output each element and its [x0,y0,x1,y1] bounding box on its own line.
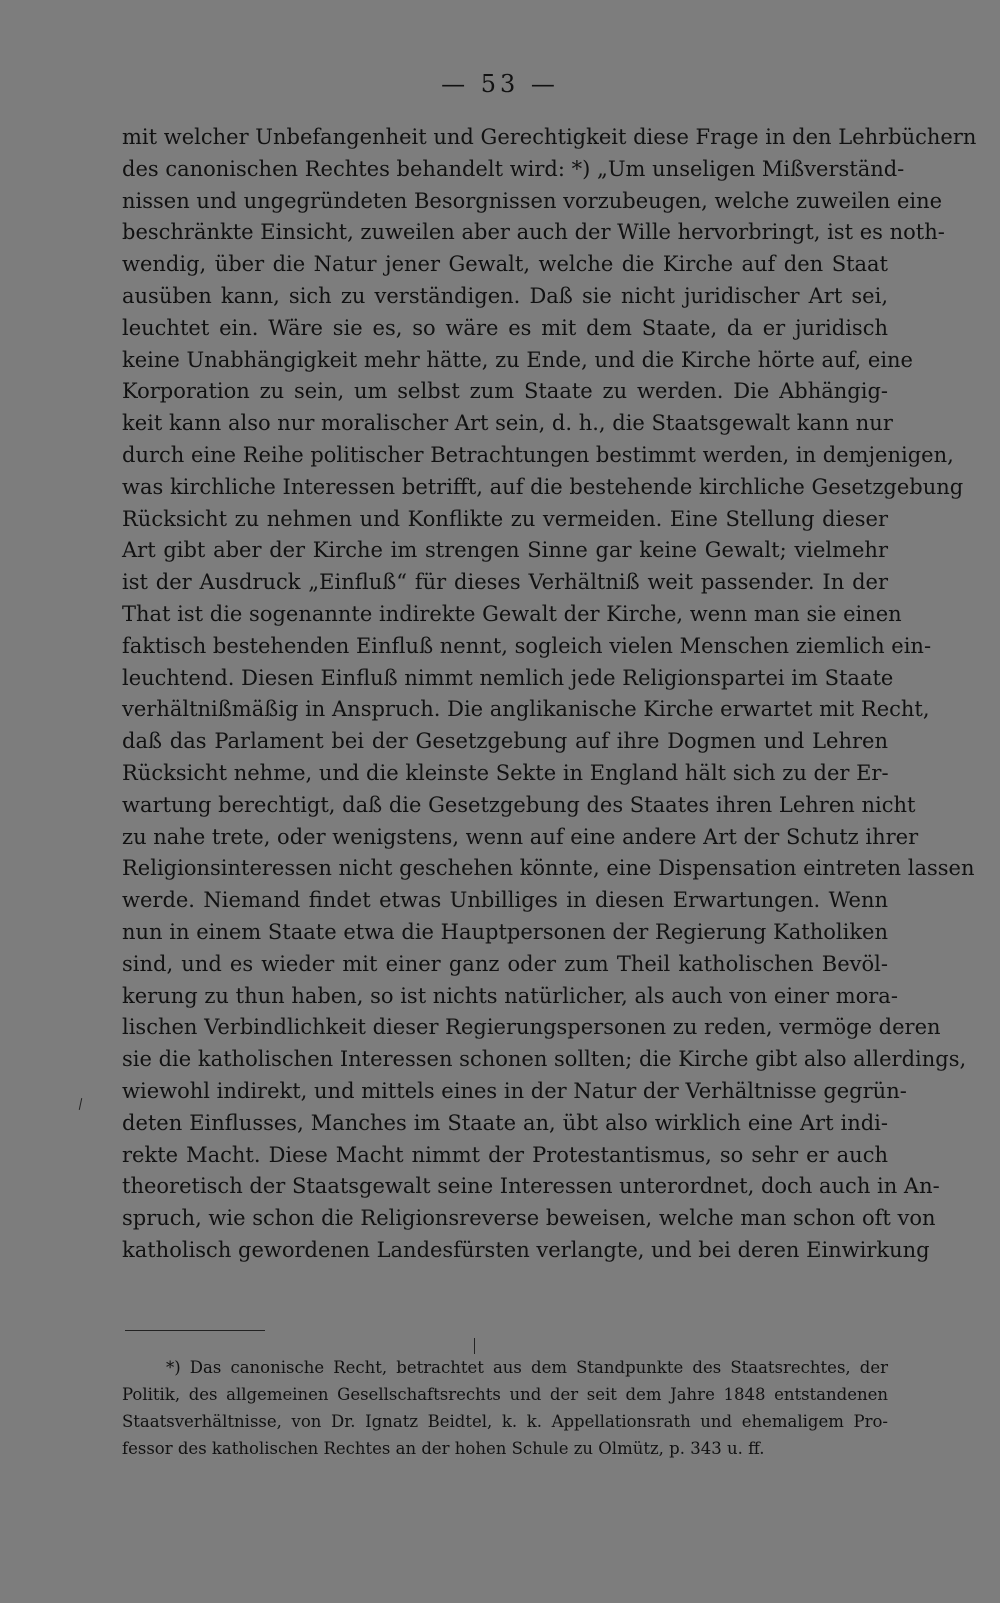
text-line: Korporation zu sein, um selbst zum Staate zu werden. Die Abhängig- [122,379,888,404]
text-line: kerung zu thun haben, so ist nichts natürlicher, als auch von einer mora- [122,983,898,1008]
text-line: daß das Parlament bei der Gesetzgebung auf ihre Dogmen und Lehren [122,729,888,754]
text-line: zu nahe trete, oder wenigstens, wenn auf eine andere Art der Schutz ihrer [122,824,919,849]
text-line: katholisch gewordenen Landesfürsten verlangte, und bei deren Einwirkung [122,1237,930,1262]
text-line: des canonischen Rechtes behandelt wird: *) „Um unseligen Mißverständ- [122,156,905,181]
text-line: verhältnißmäßig in Anspruch. Die anglikanische Kirche erwartet mit Recht, [122,697,930,722]
footnote-line: Staatsverhältnisse, von Dr. Ignatz Beidtel, k. k. Appellationsrath und ehemaligem Pro- [122,1412,888,1431]
footnote-line: fessor des katholischen Rechtes an der hohen Schule zu Olmütz, p. 343 u. ff. [122,1439,765,1458]
text-line: mit welcher Unbefangenheit und Gerechtigkeit diese Frage in den Lehrbüchern [122,125,977,149]
text-line: faktisch bestehenden Einfluß nennt, sogleich vielen Menschen ziemlich ein- [122,633,932,658]
text-line: wiewohl indirekt, und mittels eines in der Natur der Verhältnisse gegrün- [122,1078,907,1103]
text-line: Religionsinteressen nicht geschehen könnte, eine Dispensation eintreten lassen [122,856,975,881]
text-line: ausüben kann, sich zu verständigen. Daß sie nicht juridischer Art sei, [122,283,888,308]
text-line: was kirchliche Interessen betrifft, auf die bestehende kirchliche Gesetzgebung [122,474,964,499]
footnote-divider [125,1330,265,1332]
page-number: — 53 — [441,70,559,98]
text-line: beschränkte Einsicht, zuweilen aber auch der Wille hervorbringt, ist es noth- [122,220,945,245]
text-line: Art gibt aber der Kirche im strengen Sinne gar keine Gewalt; vielmehr [122,538,888,563]
body-text [122,122,977,1267]
text-line: theoretisch der Staatsgewalt seine Interessen unterordnet, doch auch in An- [122,1174,940,1199]
text-line: durch eine Reihe politischer Betrachtungen bestimmt werden, in demjenigen, [122,442,954,467]
text-line: wendig, über die Natur jener Gewalt, welche die Kirche auf den Staat [122,252,888,277]
text-line: deten Einflusses, Manches im Staate an, übt also wirklich eine Art indi- [122,1110,888,1135]
footnote-line: *) Das canonische Recht, betrachtet aus dem Standpunkte des Staatsrechtes, der [166,1358,888,1377]
text-line: ist der Ausdruck „Einfluß“ für dieses Verhältniß weit passender. In der [122,570,888,595]
text-line: lischen Verbindlichkeit dieser Regierungspersonen zu reden, vermöge deren [122,1015,941,1040]
text-line: rekte Macht. Diese Macht nimmt der Protestantismus, so sehr er auch [122,1142,888,1167]
text-line: keine Unabhängigkeit mehr hätte, zu Ende, und die Kirche hörte auf, eine [122,347,913,372]
footnote-line: Politik, des allgemeinen Gesellschaftsrechts und der seit dem Jahre 1848 entstandenen [122,1385,888,1404]
text-line: leuchtend. Diesen Einfluß nimmt nemlich jede Religionspartei im Staate [122,665,894,690]
text-line: sie die katholischen Interessen schonen sollten; die Kirche gibt also allerdings, [122,1047,967,1072]
print-mark [474,1338,475,1354]
text-line: keit kann also nur moralischer Art sein, d. h., die Staatsgewalt kann nur [122,411,893,436]
footnote [122,1354,888,1462]
text-line: leuchtet ein. Wäre sie es, so wäre es mit dem Staate, da er juridisch [122,315,888,340]
text-line: sind, und es wieder mit einer ganz oder zum Theil katholischen Bevöl- [122,951,888,976]
text-line: spruch, wie schon die Religionsreverse beweisen, welche man schon oft von [122,1206,936,1231]
print-mark [79,1098,82,1110]
text-line: Rücksicht nehme, und die kleinste Sekte in England hält sich zu der Er- [122,760,889,785]
text-line: That ist die sogenannte indirekte Gewalt der Kirche, wenn man sie einen [122,601,902,626]
text-line: werde. Niemand findet etwas Unbilliges in diesen Erwartungen. Wenn [122,888,888,913]
text-line: Rücksicht zu nehmen und Konflikte zu vermeiden. Eine Stellung dieser [122,506,888,531]
text-line: nissen und ungegründeten Besorgnissen vorzubeugen, welche zuweilen eine [122,188,943,213]
text-line: nun in einem Staate etwa die Hauptpersonen der Regierung Katholiken [122,919,888,944]
text-line: wartung berechtigt, daß die Gesetzgebung des Staates ihren Lehren nicht [122,792,916,817]
